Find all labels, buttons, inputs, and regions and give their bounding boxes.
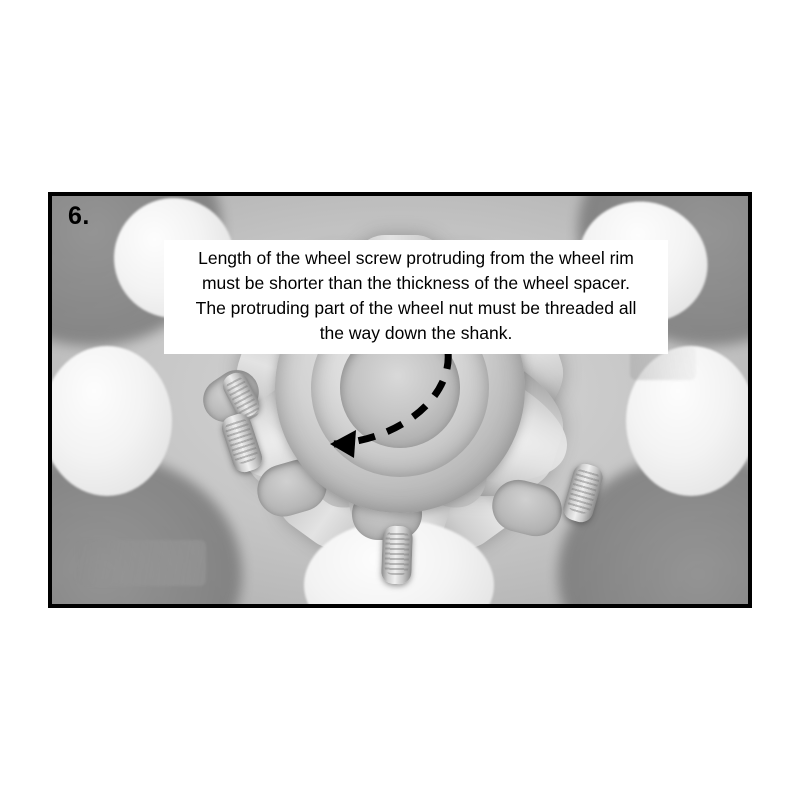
rim-embossed-marking: [76, 540, 206, 586]
caption-line-3: The protruding part of the wheel nut must be threaded all: [195, 298, 637, 318]
caption-line-4: the way down the shank.: [319, 323, 513, 343]
caption-line-2: must be shorter than the thickness of the wheel spacer.: [201, 273, 630, 293]
instruction-panel: [48, 192, 752, 608]
wheel-opening: [48, 346, 172, 496]
dashed-curved-arrow: [252, 344, 472, 474]
wheel-stud: [381, 525, 413, 584]
caption-line-1: Length of the wheel screw protruding from the wheel rim: [198, 248, 634, 268]
caption-text-box: [164, 240, 668, 354]
step-number: 6.: [68, 202, 90, 230]
